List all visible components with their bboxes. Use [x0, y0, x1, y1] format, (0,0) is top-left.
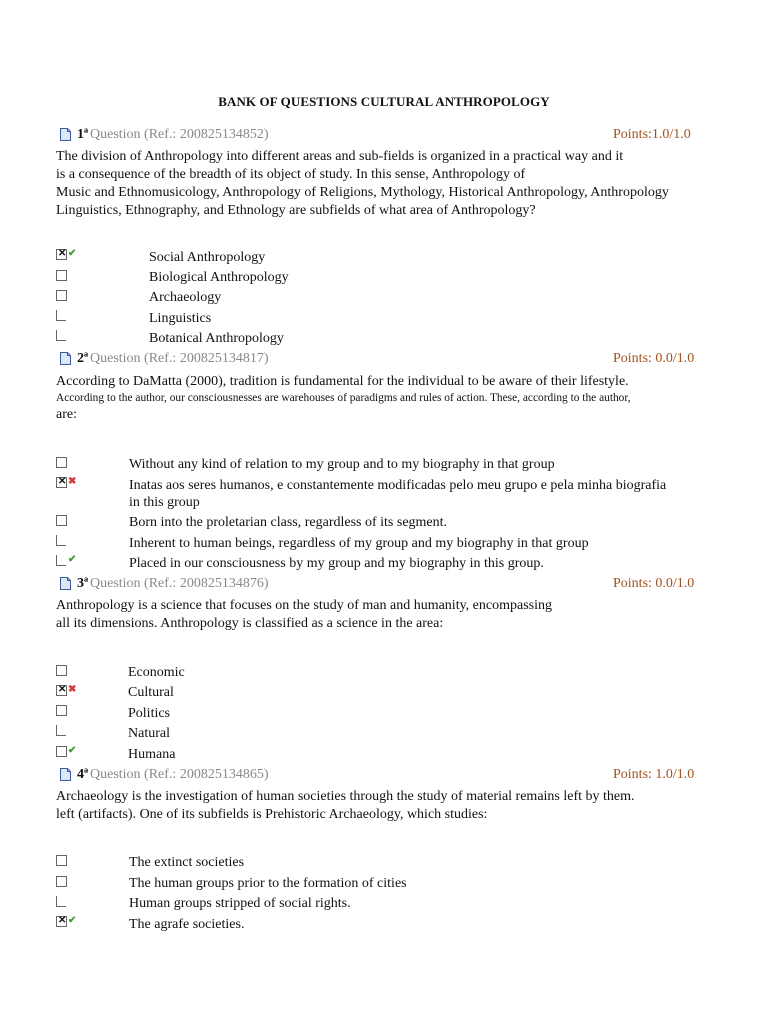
x-checkbox-icon: ✕	[58, 915, 67, 926]
option-checkbox[interactable]	[56, 725, 66, 736]
option-label: The extinct societies	[129, 855, 245, 870]
option-checkbox[interactable]	[56, 746, 67, 757]
document-icon	[60, 768, 71, 781]
red-x-icon: ✖	[68, 684, 77, 695]
question-ref: Question (Ref.: 200825134852)	[90, 127, 269, 142]
question-ref: Question (Ref.: 200825134876)	[90, 576, 269, 591]
question-number: 3ª	[77, 576, 89, 591]
question-number: 2ª	[77, 351, 89, 366]
question-ref: Question (Ref.: 200825134817)	[90, 351, 269, 366]
option-label: Linguistics	[149, 311, 212, 326]
question-text-line: Anthropology is a science that focuses on the study of man and humanity, encompassing	[56, 598, 552, 613]
option-checkbox[interactable]	[56, 705, 67, 716]
question-text-line: left (artifacts). One of its subfields is Prehistoric Archaeology, which studies:	[56, 807, 488, 822]
question-text-line: According to the author, our consciousnesses are warehouses of paradigms and rules of action. These, according to the author,	[56, 392, 631, 404]
option-checkbox[interactable]	[56, 330, 66, 341]
question-1-text	[56, 148, 726, 220]
x-checkbox-icon: ✕	[58, 684, 67, 695]
document-icon	[60, 352, 71, 365]
question-number: 1ª	[77, 127, 89, 142]
option-label: Cultural	[128, 685, 174, 700]
question-3-header	[57, 576, 717, 594]
option-checkbox[interactable]	[56, 535, 66, 546]
option-label: Botanical Anthropology	[149, 331, 284, 346]
question-text-line: Linguistics, Ethnography, and Ethnology are subfields of what area of Anthropology?	[56, 203, 536, 218]
question-4-header	[57, 767, 717, 785]
option-checkbox[interactable]	[56, 290, 67, 301]
option-label-continued: in this group	[129, 495, 200, 510]
question-ref: Question (Ref.: 200825134865)	[90, 767, 269, 782]
question-2-header	[57, 351, 717, 369]
question-number: 4ª	[77, 767, 89, 782]
option-label: Born into the proletarian class, regardless of its segment.	[129, 515, 448, 530]
question-text-line: is a consequence of the breadth of its object of study. In this sense, Anthropology of	[56, 167, 526, 182]
green-check-icon: ✔	[68, 745, 77, 756]
question-text-line: are:	[56, 407, 77, 422]
option-label: Placed in our consciousness by my group and my biography in this group.	[129, 556, 544, 571]
question-points: Points:1.0/1.0	[613, 127, 691, 142]
question-1-header	[57, 127, 717, 145]
x-checkbox-icon: ✕	[58, 248, 67, 259]
green-check-icon: ✔	[68, 248, 77, 259]
question-text-line: The division of Anthropology into different areas and sub-fields is organized in a practical way and it	[56, 149, 624, 164]
option-label: Inatas aos seres humanos, e constantemente modificadas pelo meu grupo e pela minha biografia	[129, 478, 667, 493]
question-text-line: Archaeology is the investigation of human societies through the study of material remains left by them.	[56, 789, 635, 804]
question-2-text	[56, 373, 726, 424]
option-checkbox[interactable]	[56, 457, 67, 468]
document-icon	[60, 128, 71, 141]
option-label: Natural	[128, 726, 170, 741]
question-text-line: According to DaMatta (2000), tradition is fundamental for the individual to be aware of their lifestyle.	[56, 374, 629, 389]
option-label: Politics	[128, 706, 171, 721]
option-label: Human groups stripped of social rights.	[129, 896, 351, 911]
option-checkbox[interactable]	[56, 665, 67, 676]
document-icon	[60, 577, 71, 590]
question-points: Points: 0.0/1.0	[613, 576, 695, 591]
option-checkbox[interactable]	[56, 896, 66, 907]
option-checkbox[interactable]	[56, 310, 66, 321]
option-label: Economic	[128, 665, 185, 680]
option-label: Humana	[128, 747, 176, 762]
option-label: Archaeology	[149, 290, 222, 305]
option-label: Without any kind of relation to my group and to my biography in that group	[129, 457, 555, 472]
option-checkbox[interactable]	[56, 515, 67, 526]
option-checkbox[interactable]	[56, 876, 67, 887]
question-text-line: all its dimensions. Anthropology is classified as a science in the area:	[56, 616, 444, 631]
question-points: Points: 0.0/1.0	[613, 351, 695, 366]
green-check-icon: ✔	[68, 915, 77, 926]
x-checkbox-icon: ✕	[58, 476, 67, 487]
red-x-icon: ✖	[68, 476, 77, 487]
document-title: BANK OF QUESTIONS CULTURAL ANTHROPOLOGY	[218, 94, 550, 109]
option-label: The human groups prior to the formation of cities	[129, 876, 407, 891]
green-check-icon: ✔	[68, 554, 77, 565]
question-4-text	[56, 788, 726, 824]
option-checkbox[interactable]	[56, 270, 67, 281]
option-checkbox[interactable]	[56, 855, 67, 866]
question-text-line: Music and Ethnomusicology, Anthropology of Religions, Mythology, Historical Anthropology, Anthropology	[56, 185, 669, 200]
option-checkbox[interactable]	[56, 555, 66, 566]
question-3-text	[56, 597, 726, 633]
option-label: Inherent to human beings, regardless of my group and my biography in that group	[129, 536, 589, 551]
option-label: Biological Anthropology	[149, 270, 289, 285]
option-label: The agrafe societies.	[129, 917, 245, 932]
option-label: Social Anthropology	[149, 250, 266, 265]
question-points: Points: 1.0/1.0	[613, 767, 695, 782]
